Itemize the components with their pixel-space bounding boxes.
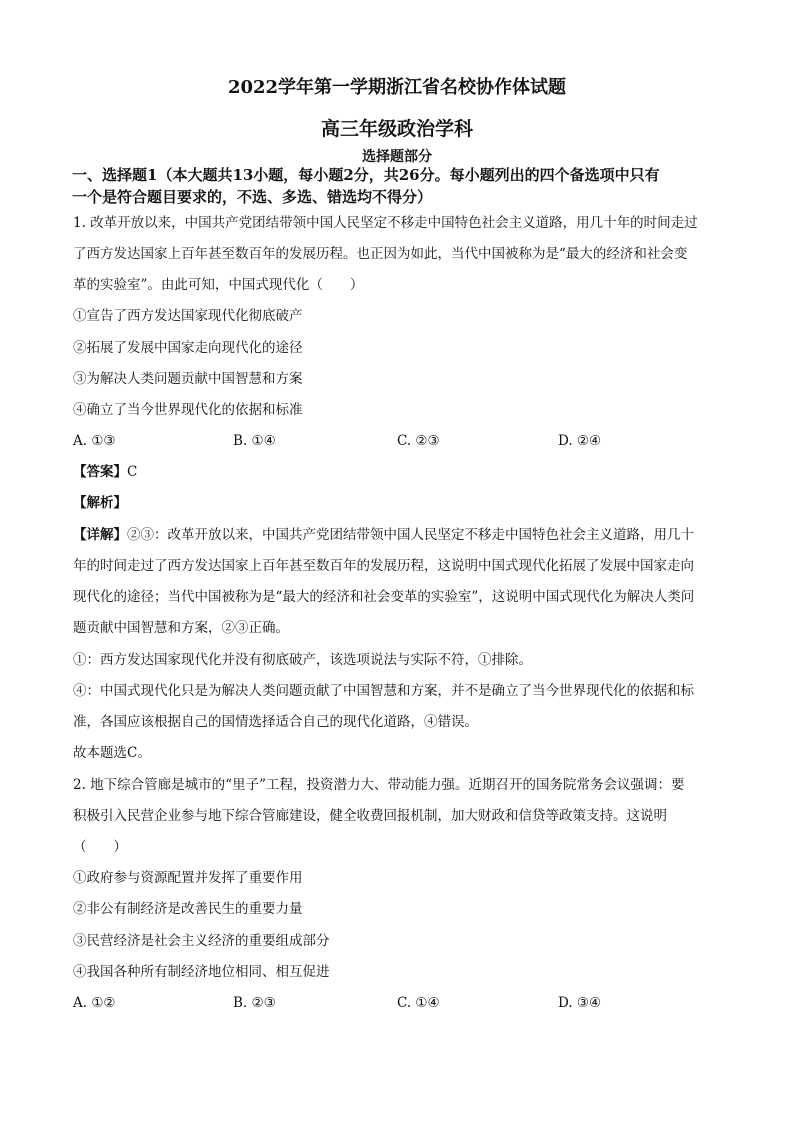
q1-analysis-label: 【解析】 (73, 495, 127, 511)
q1-detail-line-3: 现代化的途径；当代中国被称为是“最大的经济和社会变革的实验室”，这说明中国式现代化为解决人类问 (73, 589, 695, 605)
q1-statement-1: ①宣告了西方发达国家现代化彻底破产 (73, 308, 303, 324)
q1-stem-line-2: 了西方发达国家上百年甚至数百年的发展历程。也正因为如此，当代中国被称为是“最大的经济和社会变 (73, 246, 688, 262)
q1-statement-2: ②拓展了发展中国家走向现代化的途径 (73, 340, 303, 356)
subject-title: 高三年级政治学科 (320, 118, 473, 140)
q1-answer: 【答案】C (73, 464, 138, 480)
q2-stem-line-3: （ ） (73, 839, 127, 855)
q2-statement-2: ②非公有制经济是改善民生的重要力量 (73, 901, 303, 917)
q2-option-c: C. ①④ (397, 995, 440, 1011)
q1-option-c: C. ②③ (397, 433, 440, 449)
part-title: 选择题部分 (362, 149, 432, 165)
q2-option-d: D. ③④ (558, 995, 602, 1011)
q2-option-a: A. ①② (73, 995, 116, 1011)
q1-option-b: B. ①④ (233, 433, 276, 449)
q1-detail-line-4: 题贡献中国智慧和方案，②③正确。 (73, 620, 289, 636)
q2-stem-line-1: 2. 地下综合管廊是城市的“里子”工程，投资潜力大、带动能力强。近期召开的国务院常务会议强调：要 (73, 777, 685, 793)
q2-option-b: B. ②③ (233, 995, 276, 1011)
q1-detail-line-2: 年的时间走过了西方发达国家上百年甚至数百年的发展历程，这说明中国式现代化拓展了发展中国家走向 (73, 558, 694, 574)
q1-option-a: A. ①③ (73, 433, 116, 449)
document-title: 2022学年第一学期浙江省名校协作体试题 (227, 77, 567, 98)
q2-statement-3: ③民营经济是社会主义经济的重要组成部分 (73, 933, 330, 949)
q1-stem-line-1: 1. 改革开放以来，中国共产党团结带领中国人民坚定不移走中国特色社会主义道路，用几十年的时间走过 (73, 215, 698, 231)
q1-option-d: D. ②④ (558, 433, 602, 449)
q1-detail-line-5: ①：西方发达国家现代化并没有彻底破产，该选项说法与实际不符，①排除。 (73, 652, 532, 668)
q1-detail-line-6: ④：中国式现代化只是为解决人类问题贡献了中国智慧和方案，并不是确立了当今世界现代化的依据和标 (73, 683, 694, 699)
q1-conclusion: 故本题选C。 (73, 745, 151, 761)
q1-detail-line-7: 准，各国应该根据自己的国情选择适合自己的现代化道路，④错误。 (73, 714, 478, 730)
q1-detail-line-1: 【详解】②③：改革开放以来，中国共产党团结带领中国人民坚定不移走中国特色社会主义道路，用几十 (73, 527, 694, 543)
q2-statement-1: ①政府参与资源配置并发挥了重要作用 (73, 870, 303, 886)
q1-stem-line-3: 革的实验室”。由此可知，中国式现代化（ ） (73, 277, 364, 293)
q2-statement-4: ④我国各种所有制经济地位相同、相互促进 (73, 964, 330, 980)
section-instructions: 一、选择题1（本大题共13小题，每小题2分，共26分。每小题列出的四个备选项中只有 一个是符合题目要求的，不选、多选、错选均不得分） (72, 166, 660, 206)
q1-statement-4: ④确立了当今世界现代化的依据和标准 (73, 402, 303, 418)
q2-stem-line-2: 积极引入民营企业参与地下综合管廊建设，健全收费回报机制，加大财政和信贷等政策支持。这说明 (73, 808, 667, 824)
q1-statement-3: ③为解决人类问题贡献中国智慧和方案 (73, 371, 303, 387)
